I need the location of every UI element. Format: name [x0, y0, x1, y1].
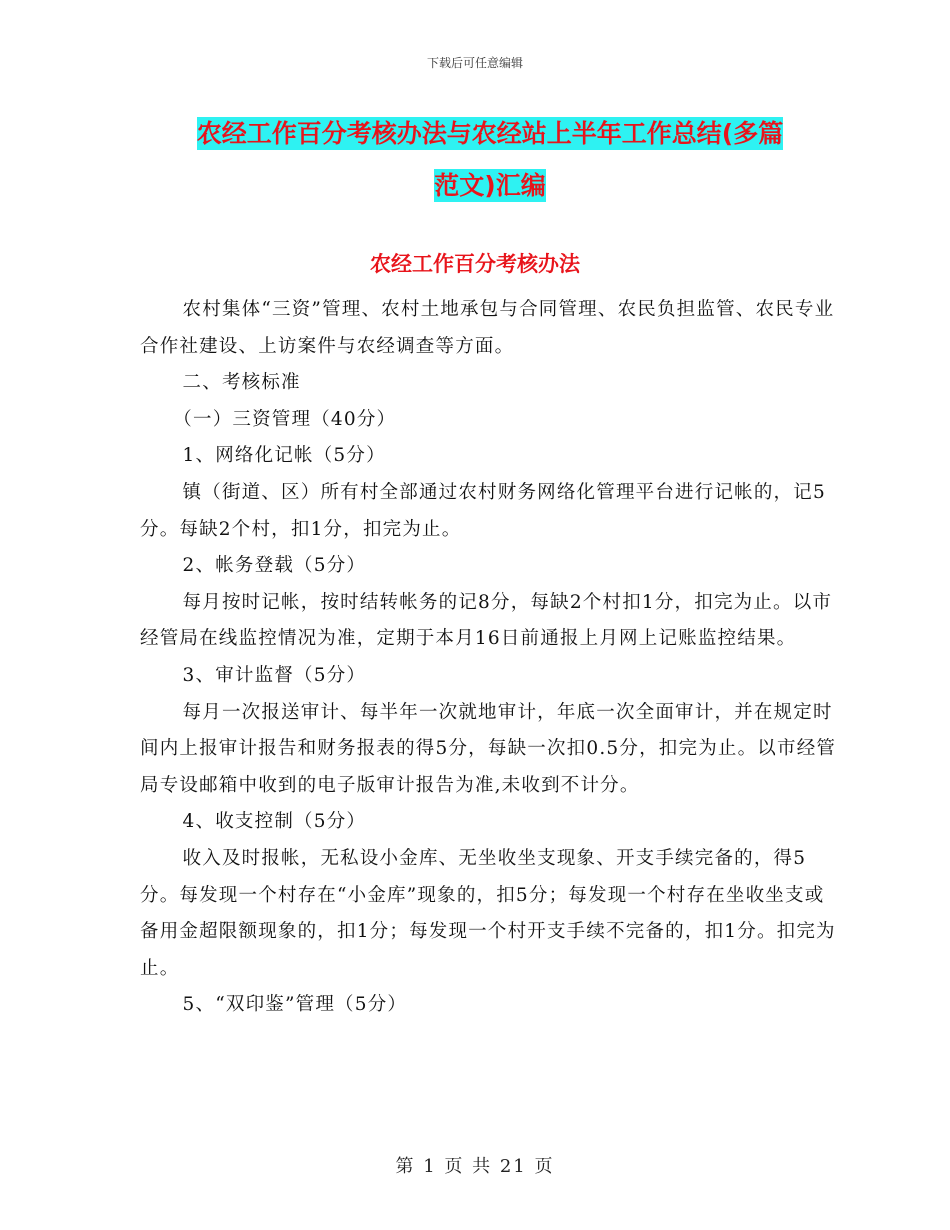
- paragraph: 3、审计监督（5分）: [182, 664, 367, 686]
- paragraph: 每月一次报送审计、每半年一次就地审计，年底一次全面审计，并在规定时间内上报审计报告和财务报表的得5分，每缺一次扣0.5分，扣完为止。以市经管局专设邮箱中收到的电子版审计报告为准,未收到不计分。: [140, 701, 837, 796]
- paragraph: 每月按时记帐，按时结转帐务的记8分，每缺2个村扣1分，扣完为止。以市经管局在线监控情况为准，定期于本月16日前通报上月网上记账监控结果。: [140, 591, 833, 650]
- paragraph: 4、收支控制（5分）: [182, 811, 367, 833]
- paragraph: （一）三资管理（40分）: [173, 408, 397, 430]
- paragraph: 1、网络化记帐（5分）: [182, 445, 386, 467]
- document-title: [140, 108, 840, 212]
- document-title-line-1: 农经工作百分考核办法与农经站上半年工作总结(多篇: [196, 119, 784, 148]
- section-title: 农经工作百分考核办法: [370, 252, 580, 276]
- paragraph: 5、“双印鉴”管理（5分）: [182, 994, 408, 1016]
- document-body: [140, 292, 840, 1024]
- paragraph: 农村集体“三资”管理、农村土地承包与合同管理、农民负担监管、农民专业合作社建设、上访案件与农经调查等方面。: [140, 299, 835, 357]
- paragraph: 收入及时报帐，无私设小金库、无坐收坐支现象、开支手续完备的，得5分。每发现一个村存在“小金库”现象的，扣5分；每发现一个村存在坐收坐支或备用金超限额现象的，扣1分；每发现一个村开支手续不完备的，扣1分。扣完为止。: [140, 847, 836, 979]
- paragraph: 2、帐务登载（5分）: [182, 555, 367, 577]
- page-footer: 第 1 页 共 21 页: [395, 1156, 555, 1177]
- paragraph: 二、考核标准: [182, 372, 301, 394]
- document-title-line-2: 范文)汇编: [434, 171, 546, 200]
- page-header-note: 下载后可任意编辑: [426, 56, 523, 70]
- paragraph: 镇（街道、区）所有村全部通过农村财务网络化管理平台进行记帐的，记5分。每缺2个村，扣1分，扣完为止。: [140, 481, 826, 540]
